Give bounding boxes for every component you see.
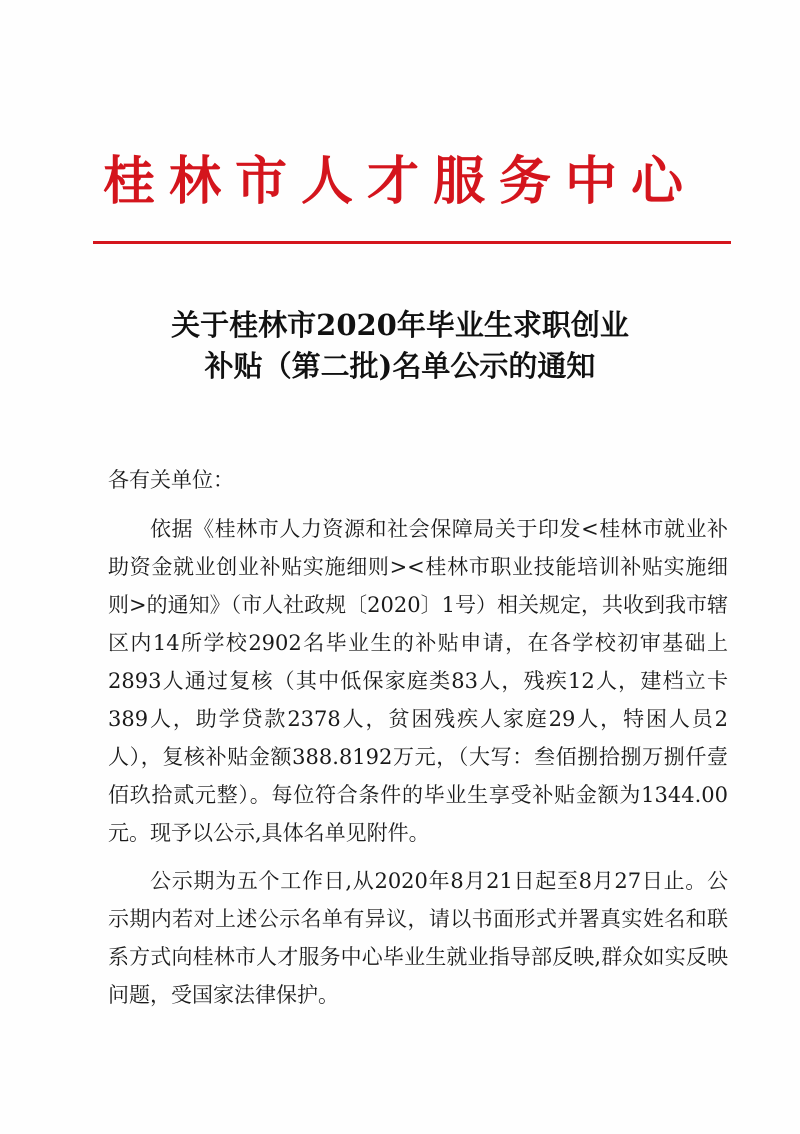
letterhead-red-rule <box>93 241 731 244</box>
document-title-line-1: 关于桂林市2020年毕业生求职创业 <box>171 308 629 342</box>
letterhead-org-name: 桂林市人才服务中心 <box>102 152 697 212</box>
document-title-line-2: 补贴（第二批)名单公示的通知 <box>204 349 596 383</box>
body-paragraph-1: 依据《桂林市人力资源和社会保障局关于印发<桂林市就业补助资金就业创业补贴实施细则><桂林市职业技能培训补贴实施细则>的通知》（市人社政规〔2020〕1号）相关规定，共收到我市辖区内14所学校2902名毕业生的补贴申请，在各学校初审基础上2893人通过复核（其中低保家庭类83人，残疾12人，建档立卡389人，助学贷款2378人，贫困残疾人家庭29人，特困人员2人），复核补贴金额388.8192万元，（大写：叁佰捌拾捌万捌仟壹佰玖拾贰元整）。每位符合条件的毕业生享受补贴金额为1344.00元。现予以公示,具体名单见附件。 <box>108 517 728 845</box>
body-paragraph-2: 公示期为五个工作日,从2020年8月21日起至8月27日止。公示期内若对上述公示名单有异议，请以书面形式并署真实姓名和联系方式向桂林市人才服务中心毕业生就业指导部反映,群众如实反映问题，受国家法律保护。 <box>108 869 728 1007</box>
salutation: 各有关单位： <box>108 468 234 492</box>
